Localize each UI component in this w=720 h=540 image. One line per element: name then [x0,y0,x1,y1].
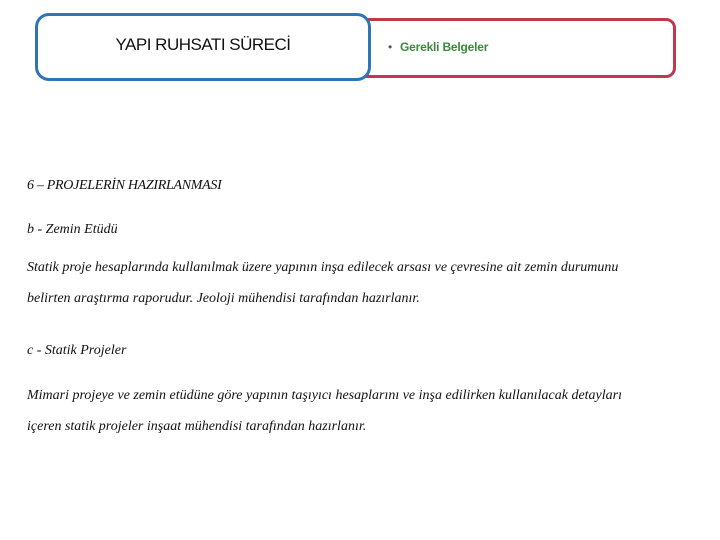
paragraph-line: Mimari projeye ve zemin etüdüne göre yapının taşıyıcı hesaplarını ve inşa edilirken kullanılacak detayları [27,388,622,403]
page-title: YAPI RUHSATI SÜRECİ [115,35,291,54]
paragraph-zemin-etudu [27,252,699,314]
bullet-icon: • [388,40,393,54]
paragraph-line: belirten araştırma raporudur. Jeoloji mühendisi tarafından hazırlanır. [27,291,420,306]
subsection-heading-zemin-etudu: b - Zemin Etüdü [27,222,118,237]
nav-tab-text: Gerekli Belgeler [400,40,489,54]
section-heading: 6 – PROJELERİN HAZIRLANMASI [27,178,222,193]
subsection-heading-statik-projeler: c - Statik Projeler [27,343,127,358]
paragraph-statik-projeler [27,380,699,442]
title-tab[interactable] [35,13,371,81]
paragraph-line: Statik proje hesaplarında kullanılmak üzere yapının inşa edilecek arsası ve çevresine ait zemin durumunu [27,260,619,275]
paragraph-line: içeren statik projeler inşaat mühendisi tarafından hazırlanır. [27,419,367,434]
nav-tab-label[interactable] [388,40,488,54]
